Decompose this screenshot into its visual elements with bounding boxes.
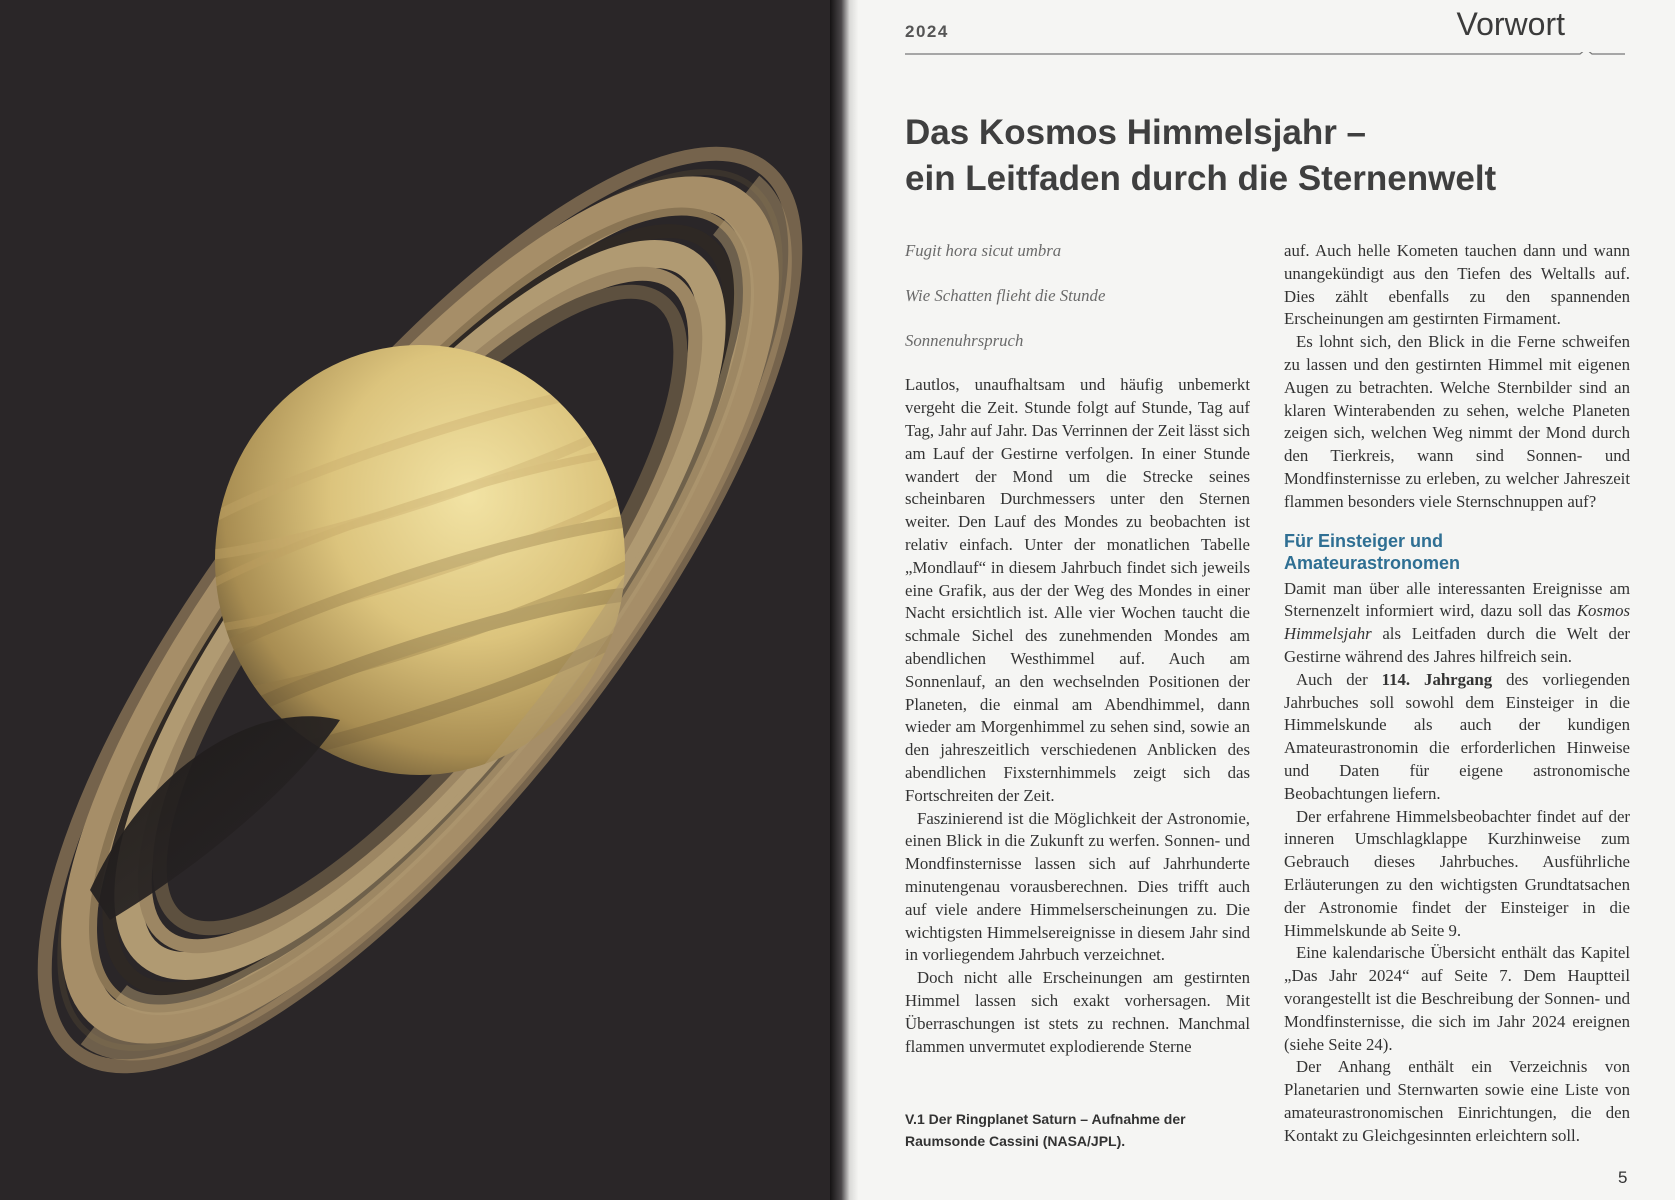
motto <box>905 240 1250 352</box>
paragraph-kosmos: Damit man über alle interessanten Ereignisse am Sternenzelt informiert wird, dazu soll das Kosmos Himmelsjahr als Leitfaden durch die Welt der Gestirne während des Jahres hilfreich sein. <box>1284 578 1630 666</box>
running-head-section: Vorwort <box>1456 6 1565 42</box>
paragraph: Es lohnt sich, den Blick in die Ferne schweifen zu lassen und den gestirnten Himmel mit eigenen Augen zu betrachten. Welche Sternbilder sind an klaren Winterabenden zu sehen, welche Planeten zeigen sich, welchen Weg nimmt der Mond durch den Tierkreis, wann sind Sonnen- und Mondfinsternisse zu erleben, zu welcher Jahreszeit flammen besonders viele Sternschnuppen auf? <box>1284 332 1630 511</box>
subheading: Für Einsteiger und Amateurastronomen <box>1284 530 1461 573</box>
motto-source: Sonnenuhrspruch <box>905 330 1024 350</box>
text-column-left <box>905 240 1250 1058</box>
title-line-2: ein Leitfaden durch die Sternenwelt <box>905 159 1497 198</box>
paragraph: Eine kalendarische Übersicht enthält das Kapitel „Das Jahr 2024“ auf Seite 7. Dem Hauptteil vorangestellt ist die Beschreibung der Sonnen- und Mondfinsternisse, die sich im Jahr 2024 ereignen (siehe Seite 24). <box>1284 943 1630 1054</box>
paragraph: Der Anhang enthält ein Verzeichnis von Planetarien und Sternwarten sowie eine Liste von amateurastronomischen Einrichtungen, die den Kontakt zu Gleichgesinnten erleichtern soll. <box>1284 1057 1630 1145</box>
running-head-year: 2024 <box>905 22 949 41</box>
paragraph: Faszinierend ist die Möglichkeit der Astronomie, einen Blick in die Zukunft zu werfen. Sonnen- und Mondfinsternisse lassen sich auf Jahrhunderte minutengenau vorausberechnen. Dies trifft auch auf viele andere Himmelserscheinungen zu. Die wichtigsten Himmelsereignisse in diesem Jahr sind in vorliegendem Jahrbuch verzeichnet. <box>905 808 1250 965</box>
title-line-1: Das Kosmos Himmelsjahr – <box>905 113 1367 152</box>
motto-latin: Fugit hora sicut umbra <box>905 241 1062 260</box>
text-column-right <box>1284 240 1630 1147</box>
page-title <box>905 110 1625 202</box>
page-number: 5 <box>1618 1168 1628 1187</box>
paragraph: Lautlos, unaufhaltsam und häufig unbemerkt vergeht die Zeit. Stunde folgt auf Stunde, Tag auf Tag, Jahr auf Jahr. Das Verrinnen der Zeit lässt sich am Lauf der Gestirne verfolgen. In einer Stunde wandert der Mond um die Strecke seines scheinbaren Durchmessers unter den Sternen weiter. Den Lauf des Mondes zu beobachten ist relativ einfach. Unter der monatlichen Tabelle „Mondlauf“ in diesem Jahrbuch findet sich jeweils eine Grafik, aus der der Weg des Mondes in einer Nacht ersichtlich ist. Alle vier Wochen taucht die schmale Sichel des zunehmenden Mondes am abendlichen Westhimmel auf. Auch am Sonnenlauf, an den wechselnden Positionen der Planeten, die einmal am Abendhimmel, dann wieder am Morgenhimmel zu sehen sind, sowie an den jahreszeitlich verschiedenen Anblicken des abendlichen Fixsternhimmels zeigt sich das Fortschreiten der Zeit. <box>905 375 1250 805</box>
paragraph: Der erfahrene Himmelsbeobachter findet auf der inneren Umschlagklappe Kurzhinweise zum Gebrauch dieses Jahrbuches. Ausführliche Erläuterungen zu den wichtigsten Grundtatsachen der Astronomie findet der Einsteiger in die Himmelskunde ab Seite 9. <box>1284 806 1630 940</box>
header-rule <box>905 52 1625 60</box>
motto-german: Wie Schatten flieht die Stunde <box>905 285 1106 305</box>
book-gutter <box>830 0 858 1200</box>
paragraph: auf. Auch helle Kometen tauchen dann und wann unangekündigt aus den Tiefen des Weltalls auf. Dies zählt ebenfalls zu den spannenden Erscheinungen am gestirnten Firmament. <box>1284 241 1630 329</box>
paragraph-jahrgang: Auch der 114. Jahrgang des vorliegenden Jahrbuches soll sowohl dem Einsteiger in die Himmelskunde als auch der kundigen Amateurastronomin die erforderlichen Hinweise und Daten für eigene astronomische Beobachtungen liefern. <box>1284 669 1630 803</box>
paragraph: Doch nicht alle Erscheinungen am gestirnten Himmel lassen sich exakt vorhersagen. Mit Überraschungen ist stets zu rechnen. Manchmal flammen unvermutet explodierende Sterne <box>905 968 1250 1056</box>
figure-caption: V.1 Der Ringplanet Saturn – Aufnahme der Raumsonde Cassini (NASA/JPL). <box>905 1111 1186 1149</box>
